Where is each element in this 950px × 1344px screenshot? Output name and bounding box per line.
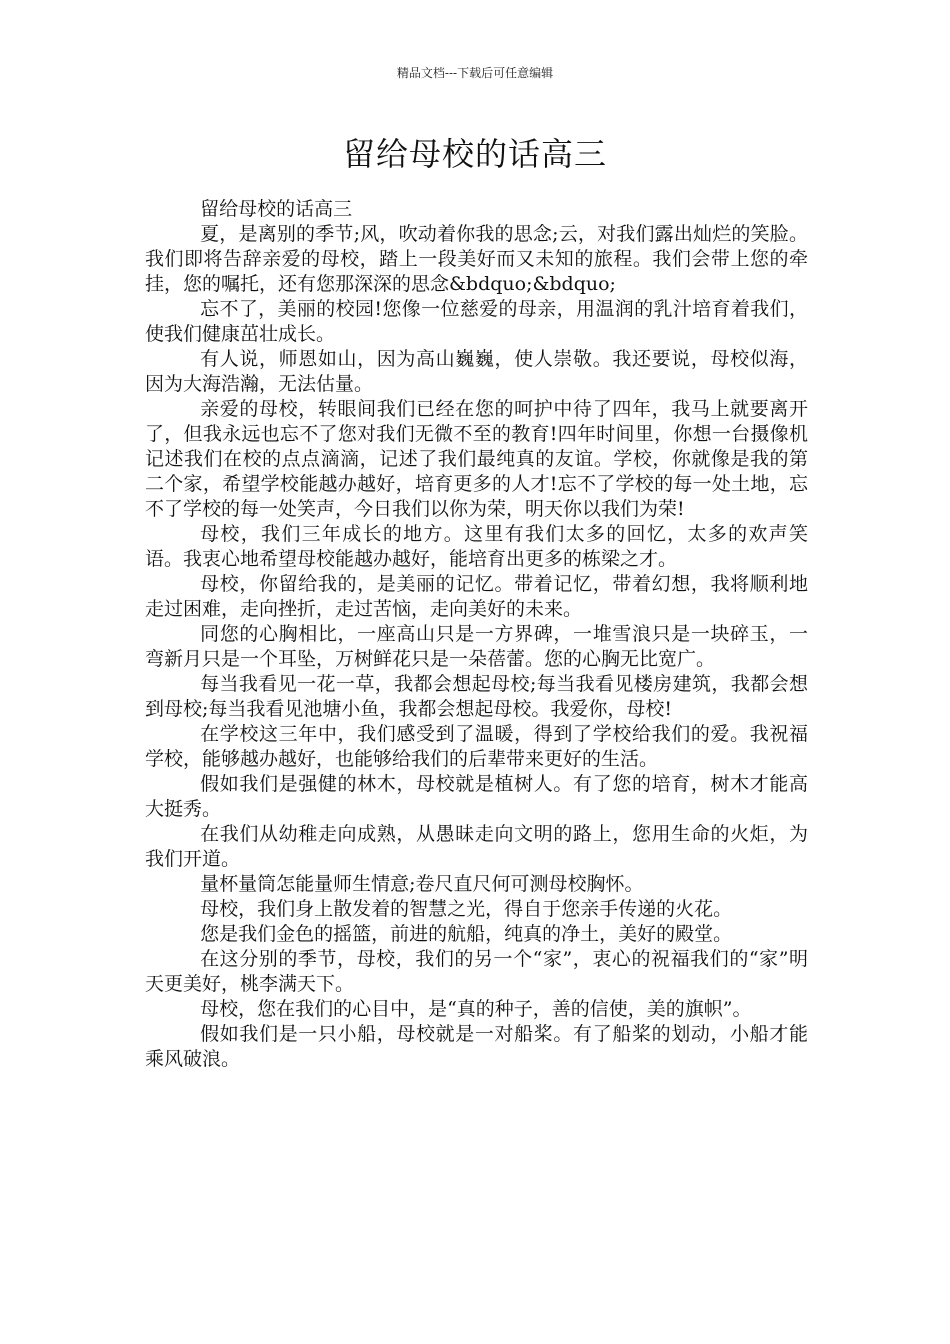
- paragraph: 在这分别的季节，母校，我们的另一个“家”，衷心的祝福我们的“家”明天更美好，桃李满天下。: [145, 948, 808, 995]
- paragraph: 量杯量筒怎能量师生情意;卷尺直尺何可测母校胸怀。: [200, 873, 644, 895]
- paragraph: 在学校这三年中，我们感受到了温暖，得到了学校给我们的爱。我祝福学校，能够越办越好，也能够给我们的后辈带来更好的生活。: [145, 723, 808, 770]
- paragraph: 母校，你留给我的，是美丽的记忆。带着记忆，带着幻想，我将顺利地走过困难，走向挫折，走过苦恼，走向美好的未来。: [145, 573, 808, 620]
- paragraph: 每当我看见一花一草，我都会想起母校;每当我看见楼房建筑，我都会想到母校;每当我看见池塘小鱼，我都会想起母校。我爱你，母校!: [145, 673, 808, 720]
- paragraph: 在我们从幼稚走向成熟，从愚昧走向文明的路上，您用生命的火炬，为我们开道。: [145, 823, 808, 870]
- paragraph: 亲爱的母校，转眼间我们已经在您的呵护中待了四年，我马上就要离开了，但我永远也忘不了您对我们无微不至的教育!四年时间里，你想一台摄像机记述我们在校的点点滴滴，记述了我们最纯真的友谊。学校，你就像是我的第二个家，希望学校能越办越好，培育更多的人才!忘不了学校的每一处土地，忘不了学校的每一处笑声，今日我们以你为荣，明天你以我们为荣!: [145, 398, 808, 520]
- paragraph: 忘不了，美丽的校园!您像一位慈爱的母亲，用温润的乳汁培育着我们，使我们健康茁壮成长。: [145, 298, 808, 345]
- paragraph: 您是我们金色的摇篮，前进的航船，纯真的净土，美好的殿堂。: [200, 923, 733, 945]
- paragraph: 母校，我们身上散发着的智慧之光，得自于您亲手传递的火花。: [200, 898, 733, 920]
- paragraph: 有人说，师恩如山，因为高山巍巍，使人崇敬。我还要说，母校似海，因为大海浩瀚，无法估量。: [145, 348, 808, 395]
- paragraph: 母校，我们三年成长的地方。这里有我们太多的回忆，太多的欢声笑语。我衷心地希望母校能越办越好，能培育出更多的栋梁之才。: [145, 523, 808, 570]
- paragraph: 母校，您在我们的心目中，是“真的种子，善的信使，美的旗帜”。: [200, 998, 752, 1020]
- page-header: 精品文档---下载后可任意编辑: [396, 66, 554, 80]
- paragraph: 假如我们是一只小船，母校就是一对船桨。有了船桨的划动，小船才能乘风破浪。: [145, 1023, 808, 1070]
- document-body: [145, 197, 808, 1072]
- paragraph: 同您的心胸相比，一座高山只是一方界碑，一堆雪浪只是一块碎玉，一弯新月只是一个耳坠，万树鲜花只是一朵蓓蕾。您的心胸无比宽广。: [145, 623, 808, 670]
- document-title: 留给母校的话高三: [342, 135, 607, 173]
- paragraph: 夏，是离别的季节;风，吹动着你我的思念;云，对我们露出灿烂的笑脸。我们即将告辞亲爱的母校，踏上一段美好而又未知的旅程。我们会带上您的牵挂，您的嘱托，还有您那深深的思念&bdquo;&bdquo;: [145, 223, 808, 295]
- paragraph: 假如我们是强健的林木，母校就是植树人。有了您的培育，树木才能高大挺秀。: [145, 773, 808, 820]
- paragraph-subtitle: 留给母校的话高三: [200, 198, 353, 220]
